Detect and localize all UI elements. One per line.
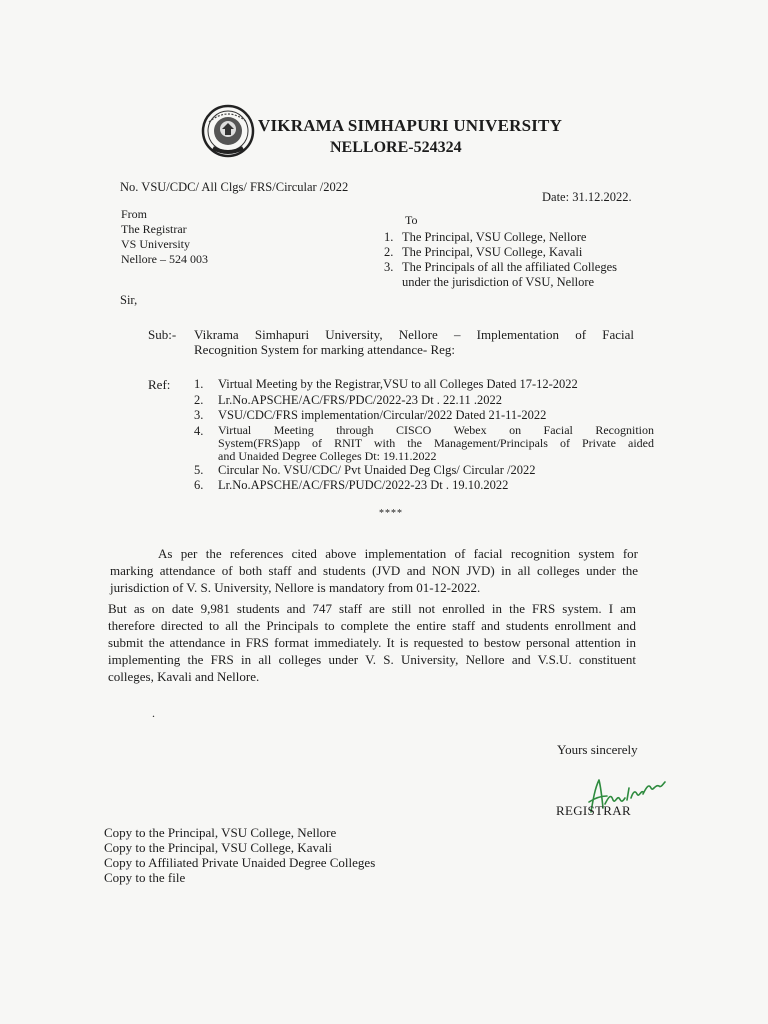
reference-line: System(FRS)app of RNIT with the Management/Principals of Private aided: [218, 435, 654, 450]
reference-item: [194, 463, 654, 479]
reference-number: 3.: [194, 408, 204, 422]
from-line: VS University: [121, 237, 190, 251]
reference-item: [194, 377, 654, 393]
recipient-item: [384, 245, 617, 260]
references-label: Ref:: [148, 377, 171, 392]
reference-number: 5.: [194, 462, 204, 477]
reference-line: Virtual Meeting through CISCO Webex on Facial Recognition: [218, 422, 654, 437]
reference-item: [194, 424, 654, 463]
reference-number: 2.: [194, 392, 204, 407]
reference-text: Lr.No.APSCHE/AC/FRS/PUDC/2022-23 Dt . 19.10.2022: [218, 478, 509, 492]
reference-number: 6.: [194, 478, 204, 492]
copy-to-item: Copy to the Principal, VSU College, Nellore: [104, 825, 337, 840]
reference-text: Virtual Meeting by the Registrar,VSU to all Colleges Dated 17-12-2022: [218, 377, 578, 391]
reference-number: 1.: [194, 377, 204, 391]
recipient-text: The Principal, VSU College, Nellore: [402, 230, 587, 244]
reference-text: [218, 424, 654, 463]
recipient-text: The Principal, VSU College, Kavali: [402, 245, 583, 259]
reference-item: [194, 408, 654, 424]
copy-to-list: [104, 825, 375, 885]
reference-text: VSU/CDC/FRS implementation/Circular/2022 Dated 21-11-2022: [218, 408, 547, 422]
section-separator: ****: [379, 508, 403, 519]
subject-text: [194, 327, 634, 357]
recipient-text: The Principals of all the affiliated Colleges: [402, 260, 617, 274]
recipient-number: 3.: [384, 260, 394, 274]
university-name: VIKRAMA SIMHAPURI UNIVERSITY: [258, 116, 563, 135]
reference-item: [194, 393, 654, 409]
references-list: [194, 377, 654, 494]
subject-line: Vikrama Simhapuri University, Nellore – Implementation of Facial: [194, 327, 634, 342]
recipient-continuation: under the jurisdiction of VSU, Nellore: [402, 275, 595, 289]
reference-text: Lr.No.APSCHE/AC/FRS/PDC/2022-23 Dt . 22.11 .2022: [218, 392, 502, 407]
recipient-item: [384, 260, 617, 275]
to-label: To: [405, 213, 418, 227]
paragraph-line: marking attendance of both staff and students (JVD and NON JVD) in all colleges under the: [110, 563, 638, 578]
recipient-list: [384, 230, 617, 290]
copy-to-item: Copy to the Principal, VSU College, Kavali: [104, 840, 332, 855]
recipient-number: 2.: [384, 245, 394, 259]
paragraph-line: therefore directed to all the Principals to complete the entire staff and students enrollment and: [108, 618, 636, 633]
copy-to-item: Copy to Affiliated Private Unaided Degree Colleges: [104, 855, 376, 870]
reference-number: 4.: [194, 423, 204, 438]
university-seal-icon: [201, 104, 255, 158]
salutation: Sir,: [120, 293, 138, 307]
from-block: [121, 207, 208, 267]
from-line: The Registrar: [121, 222, 187, 236]
from-line: Nellore – 524 003: [121, 252, 208, 266]
paragraph-line: submit the attendance in FRS format immediately. It is requested to bestow personal attention in: [108, 635, 636, 650]
copy-to-item: Copy to the file: [104, 870, 186, 885]
recipient-number: 1.: [384, 230, 394, 244]
paragraph-line: As per the references cited above implementation of facial recognition system for: [158, 546, 638, 561]
paragraph-line: But as on date 9,981 students and 747 staff are still not enrolled in the FRS system. I am: [108, 601, 636, 616]
reference-line: and Unaided Degree Colleges Dt: 19.11.2022: [218, 448, 437, 463]
circular-date: Date: 31.12.2022.: [542, 190, 632, 204]
subject-label: Sub:-: [148, 327, 177, 342]
paragraph-line: colleges, Kavali and Nellore.: [108, 669, 260, 684]
body-paragraph-2: [108, 600, 636, 685]
reference-item: [194, 478, 654, 494]
university-city: NELLORE-524324: [330, 139, 462, 156]
subject-line: Recognition System for marking attendance- Reg:: [194, 342, 456, 357]
registrar-designation: REGISTRAR: [556, 803, 631, 818]
circular-reference-number: No. VSU/CDC/ All Clgs/ FRS/Circular /2022: [120, 180, 349, 194]
from-label: From: [121, 207, 148, 221]
valediction: Yours sincerely: [557, 742, 638, 757]
stray-mark: .: [152, 706, 155, 720]
paragraph-line: implementing the FRS in all colleges under V. S. University, Nellore and V.S.U. constituent: [108, 652, 636, 667]
reference-text: Circular No. VSU/CDC/ Pvt Unaided Deg Clgs/ Circular /2022: [218, 462, 536, 477]
paragraph-line: jurisdiction of V. S. University, Nellore is mandatory from 01-12-2022.: [110, 580, 481, 595]
recipient-item: [384, 230, 617, 245]
body-paragraph-1: [110, 545, 638, 596]
